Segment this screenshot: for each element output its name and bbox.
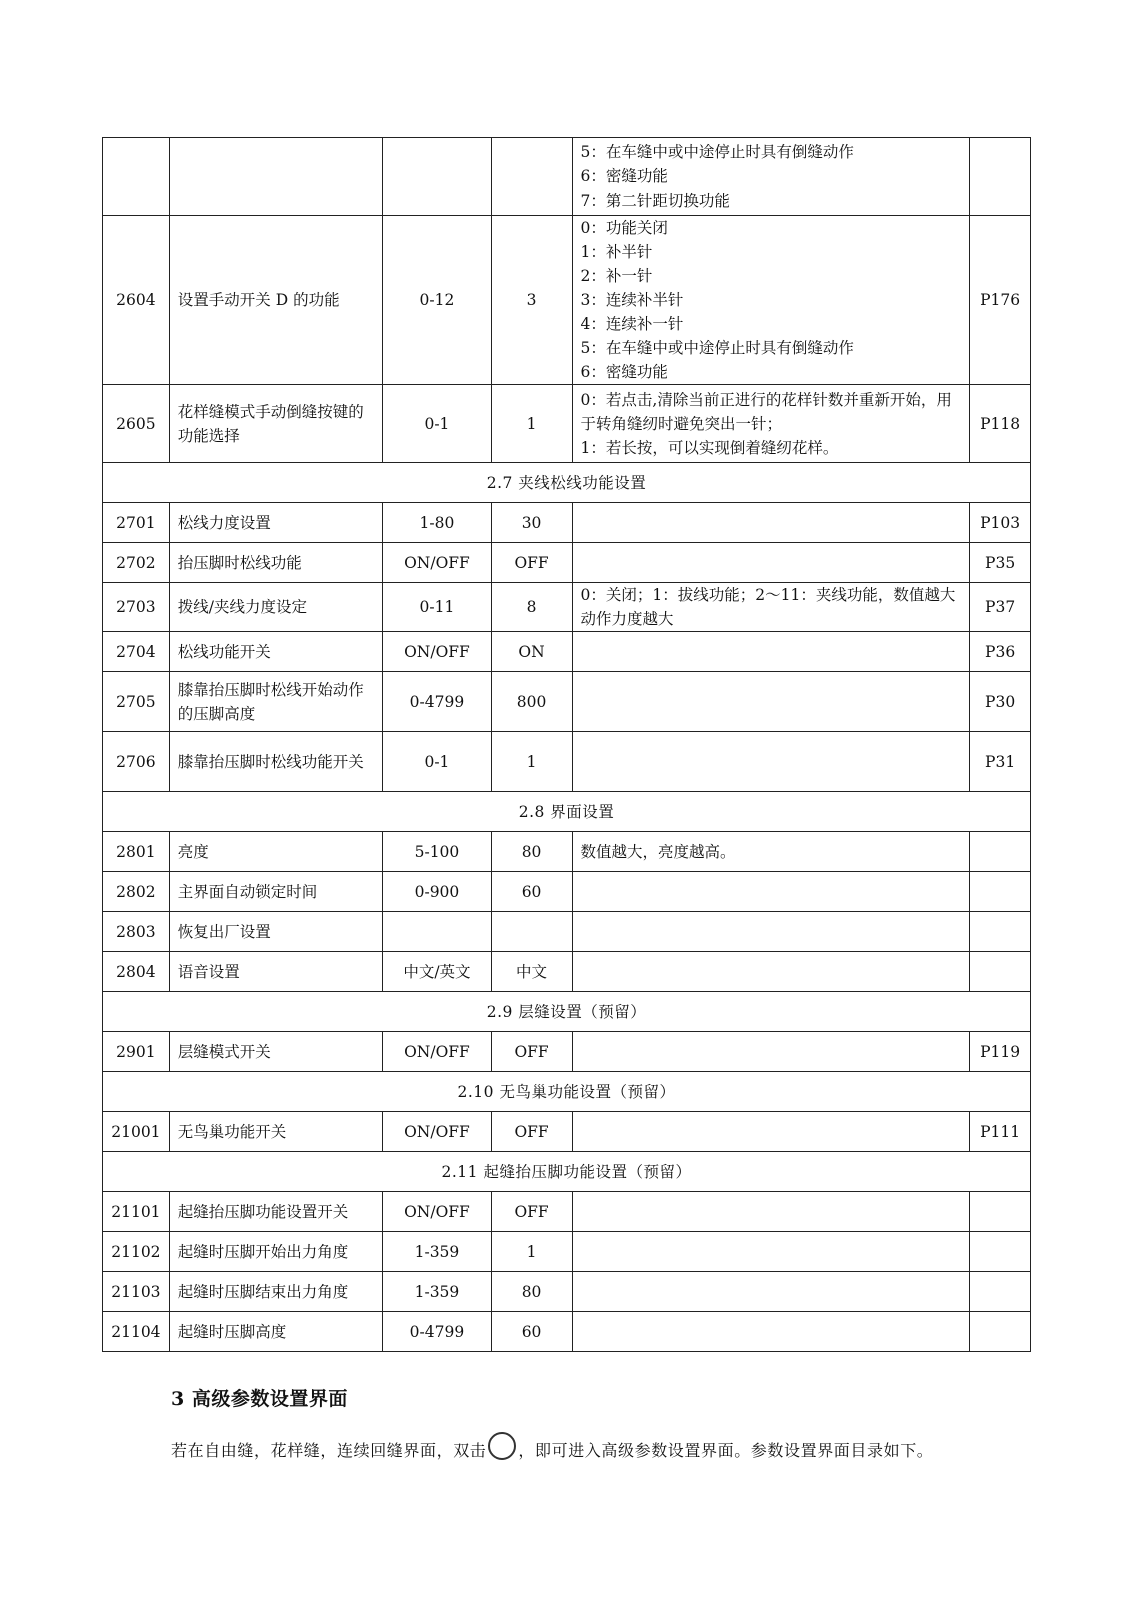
section-title: 2.9 层缝设置（预留） [103,992,1031,1032]
param-description [572,1192,970,1232]
param-default: 60 [491,1312,572,1352]
param-range: ON/OFF [383,1032,491,1072]
param-default: 800 [491,672,572,732]
param-range: 0-12 [383,216,491,385]
param-name: 松线力度设置 [169,503,383,543]
param-name: 拨线/夹线力度设定 [169,583,383,632]
param-default: 30 [491,503,572,543]
table-row [103,1232,1031,1272]
table-row [103,732,1031,792]
param-id: 2605 [103,385,170,463]
param-name: 抬压脚时松线功能 [169,543,383,583]
intro-text-after: ，即可进入高级参数设置界面。参数设置界面目录如下。 [518,1441,934,1460]
param-description [572,672,970,732]
param-range: 1-359 [383,1232,491,1272]
param-description [572,632,970,672]
param-page-ref [970,832,1031,872]
section-row [103,1072,1031,1112]
circle-icon [488,1432,516,1460]
param-description [572,138,970,216]
param-id: 2804 [103,952,170,992]
param-page-ref [970,912,1031,952]
param-description [572,385,970,463]
param-range: ON/OFF [383,1192,491,1232]
param-range: 0-11 [383,583,491,632]
param-default: 80 [491,1272,572,1312]
param-name: 起缝时压脚结束出力角度 [169,1272,383,1312]
param-description [572,872,970,912]
param-name: 主界面自动锁定时间 [169,872,383,912]
param-id: 2701 [103,503,170,543]
param-page-ref: P119 [970,1032,1031,1072]
description-line: 5：在车缝中或中途停止时具有倒缝动作 [580,339,854,358]
param-id [103,138,170,216]
param-page-ref: P176 [970,216,1031,385]
table-row [103,138,1031,216]
parameter-table [102,137,1031,1352]
intro-paragraph [171,1432,933,1461]
table-row [103,672,1031,732]
intro-text-before: 若在自由缝，花样缝，连续回缝界面，双击 [171,1441,487,1460]
description-line: 数值越大，亮度越高。 [580,842,736,861]
param-id: 21101 [103,1192,170,1232]
param-range [383,138,491,216]
param-description [572,1032,970,1072]
param-page-ref [970,1192,1031,1232]
param-range: 0-1 [383,732,491,792]
param-page-ref [970,952,1031,992]
param-range: 0-1 [383,385,491,463]
section-title: 2.7 夹线松线功能设置 [103,463,1031,503]
description-line: 1：若长按，可以实现倒着缝纫花样。 [580,438,839,457]
param-name: 层缝模式开关 [169,1032,383,1072]
param-page-ref [970,1272,1031,1312]
table-row [103,1192,1031,1232]
param-page-ref [970,872,1031,912]
param-page-ref: P30 [970,672,1031,732]
param-range: 5-100 [383,832,491,872]
param-range [383,912,491,952]
param-name: 起缝抬压脚功能设置开关 [169,1192,383,1232]
description-line: 0：若点击,清除当前正进行的花样针数并重新开始，用于转角缝纫时避免突出一针； [580,390,952,433]
section-title: 2.10 无鸟巢功能设置（预留） [103,1072,1031,1112]
table-row [103,912,1031,952]
param-id: 2704 [103,632,170,672]
param-id: 2702 [103,543,170,583]
param-id: 2604 [103,216,170,385]
param-range: 中文/英文 [383,952,491,992]
param-range: ON/OFF [383,543,491,583]
param-page-ref: P118 [970,385,1031,463]
description-line: 1：补半针 [580,243,653,262]
param-description [572,832,970,872]
param-id: 2703 [103,583,170,632]
param-description [572,1312,970,1352]
param-id: 2705 [103,672,170,732]
param-description [572,912,970,952]
param-description [572,543,970,583]
param-name: 松线功能开关 [169,632,383,672]
param-page-ref: P35 [970,543,1031,583]
param-id: 21001 [103,1112,170,1152]
param-name: 恢复出厂设置 [169,912,383,952]
param-description [572,732,970,792]
table-row [103,832,1031,872]
param-description [572,952,970,992]
param-name: 设置手动开关 D 的功能 [169,216,383,385]
description-line: 0：关闭；1：拔线功能；2～11：夹线功能，数值越大动作力度越大 [580,586,956,629]
table-row [103,1112,1031,1152]
param-id: 21104 [103,1312,170,1352]
param-name: 亮度 [169,832,383,872]
param-page-ref: P31 [970,732,1031,792]
param-default: 1 [491,1232,572,1272]
param-page-ref [970,138,1031,216]
param-id: 2802 [103,872,170,912]
param-page-ref [970,1312,1031,1352]
section-title: 2.8 界面设置 [103,792,1031,832]
param-page-ref: P37 [970,583,1031,632]
param-id: 2801 [103,832,170,872]
param-name [169,138,383,216]
param-page-ref: P111 [970,1112,1031,1152]
section-heading: 3 高级参数设置界面 [171,1388,348,1410]
param-default: 80 [491,832,572,872]
table-row [103,632,1031,672]
param-name: 无鸟巢功能开关 [169,1112,383,1152]
param-description [572,503,970,543]
description-line: 7：第二针距切换功能 [580,191,730,210]
section-row [103,1152,1031,1192]
table-row [103,872,1031,912]
param-default: 3 [491,216,572,385]
param-description [572,1112,970,1152]
param-id: 21103 [103,1272,170,1312]
description-line: 3：连续补半针 [580,291,684,310]
section-row [103,992,1031,1032]
param-range: 1-359 [383,1272,491,1312]
table-row [103,385,1031,463]
param-range: 0-4799 [383,672,491,732]
param-description [572,1232,970,1272]
description-line: 6：密缝功能 [580,167,668,186]
param-name: 起缝时压脚高度 [169,1312,383,1352]
param-name: 语音设置 [169,952,383,992]
param-range: 0-4799 [383,1312,491,1352]
param-range: ON/OFF [383,632,491,672]
description-line: 0：功能关闭 [580,219,668,237]
param-page-ref [970,1232,1031,1272]
param-range: 1-80 [383,503,491,543]
param-default: 1 [491,385,572,463]
param-default: OFF [491,1032,572,1072]
description-line: 6：密缝功能 [580,363,668,382]
table-row [103,952,1031,992]
param-default: 中文 [491,952,572,992]
param-id: 2901 [103,1032,170,1072]
param-name: 膝靠抬压脚时松线功能开关 [169,732,383,792]
param-name: 膝靠抬压脚时松线开始动作的压脚高度 [169,672,383,732]
table-row [103,583,1031,632]
param-id: 2803 [103,912,170,952]
description-line: 2：补一针 [580,267,653,286]
param-page-ref: P103 [970,503,1031,543]
param-default [491,138,572,216]
param-name: 花样缝模式手动倒缝按键的功能选择 [169,385,383,463]
table-row [103,1272,1031,1312]
section-row [103,792,1031,832]
description-line: 4：连续补一针 [580,315,684,334]
param-default: OFF [491,1112,572,1152]
param-range: 0-900 [383,872,491,912]
param-default: 1 [491,732,572,792]
param-description [572,583,970,632]
section-title: 2.11 起缝抬压脚功能设置（预留） [103,1152,1031,1192]
param-default [491,912,572,952]
param-default: OFF [491,543,572,583]
table-row [103,216,1031,385]
param-name: 起缝时压脚开始出力角度 [169,1232,383,1272]
param-range: ON/OFF [383,1112,491,1152]
param-default: 60 [491,872,572,912]
section-row [103,463,1031,503]
table-row [103,543,1031,583]
param-id: 21102 [103,1232,170,1272]
table-row [103,503,1031,543]
table-row [103,1032,1031,1072]
param-description [572,1272,970,1312]
param-page-ref: P36 [970,632,1031,672]
description-line: 5：在车缝中或中途停止时具有倒缝动作 [580,143,854,162]
param-id: 2706 [103,732,170,792]
param-default: ON [491,632,572,672]
param-description [572,216,970,385]
param-default: OFF [491,1192,572,1232]
param-default: 8 [491,583,572,632]
table-row [103,1312,1031,1352]
